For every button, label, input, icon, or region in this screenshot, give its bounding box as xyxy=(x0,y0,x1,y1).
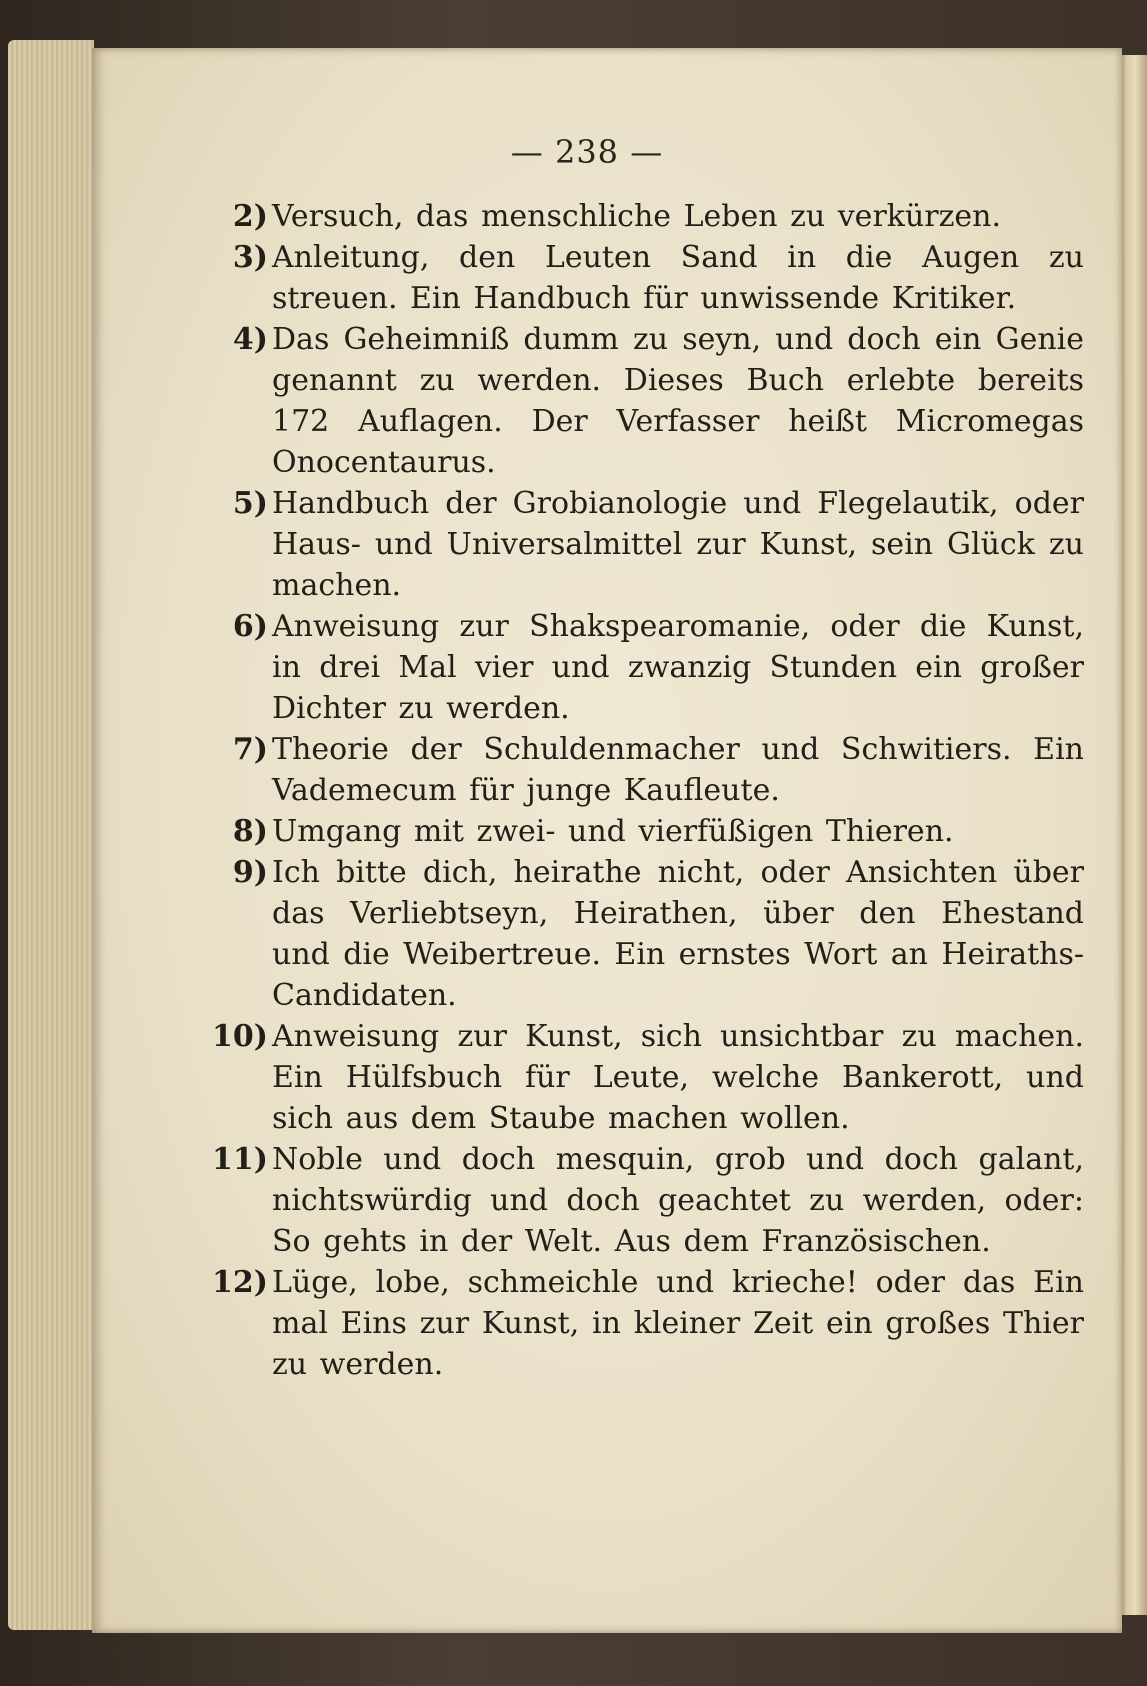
entry-list xyxy=(202,196,1084,1385)
list-item xyxy=(202,729,1084,811)
entry-number: 3) xyxy=(232,240,268,275)
entry-text: Das Geheimniß dumm zu seyn, und doch ein Genie genannt zu werden. Dieses Buch erlebte bereits 172 Auflagen. Der Verfasser heißt Micromegas Onocentaurus. xyxy=(272,322,1084,480)
page-number: — 238 — xyxy=(510,133,664,171)
entry-number: 2) xyxy=(232,199,268,234)
book-page xyxy=(92,48,1122,1633)
entry-number: 4) xyxy=(232,322,268,357)
list-item xyxy=(202,852,1084,1016)
entry-text: Anweisung zur Shakspearomanie, oder die Kunst, in drei Mal vier und zwanzig Stunden ein großer Dichter zu werden. xyxy=(272,609,1084,726)
entry-number: 7) xyxy=(232,732,268,767)
list-item xyxy=(202,1016,1084,1139)
list-item xyxy=(202,811,1084,852)
list-item xyxy=(202,1262,1084,1385)
entry-text: Anweisung zur Kunst, sich unsichtbar zu machen. Ein Hülfsbuch für Leute, welche Bankerott, und sich aus dem Staube machen wollen. xyxy=(272,1019,1084,1136)
entry-text: Ich bitte dich, heirathe nicht, oder Ansichten über das Verliebtseyn, Heirathen, über den Ehestand und die Weibertreue. Ein ernstes Wort an Heiraths-Candidaten. xyxy=(272,855,1084,1013)
entry-text: Anleitung, den Leuten Sand in die Augen zu streuen. Ein Handbuch für unwissende Kritiker. xyxy=(272,240,1084,316)
list-item xyxy=(202,483,1084,606)
entry-number: 5) xyxy=(232,486,268,521)
list-item xyxy=(202,237,1084,319)
entry-number: 10) xyxy=(212,1019,268,1054)
list-item xyxy=(202,196,1084,237)
entry-number: 8) xyxy=(232,814,268,849)
page-edges-right xyxy=(1118,55,1147,1615)
entry-text: Versuch, das menschliche Leben zu verkürzen. xyxy=(272,199,1002,234)
entry-number: 11) xyxy=(212,1142,268,1177)
list-item xyxy=(202,606,1084,729)
entry-number: 12) xyxy=(212,1265,268,1300)
entry-number: 9) xyxy=(232,855,268,890)
list-item xyxy=(202,1139,1084,1262)
entry-text: Theorie der Schuldenmacher und Schwitiers. Ein Vademecum für junge Kaufleute. xyxy=(272,732,1084,808)
list-item xyxy=(202,319,1084,483)
entry-number: 6) xyxy=(232,609,268,644)
entry-text: Umgang mit zwei- und vierfüßigen Thieren. xyxy=(272,814,954,849)
entry-text: Handbuch der Grobianologie und Flegelautik, oder Haus- und Universalmittel zur Kunst, sein Glück zu machen. xyxy=(272,486,1084,603)
entry-text: Noble und doch mesquin, grob und doch galant, nichtswürdig und doch geachtet zu werden, oder: So gehts in der Welt. Aus dem Französischen. xyxy=(272,1142,1084,1259)
page-edges-left xyxy=(8,40,94,1630)
entry-text: Lüge, lobe, schmeichle und krieche! oder das Ein mal Eins zur Kunst, in kleiner Zeit ein großes Thier zu werden. xyxy=(272,1265,1084,1382)
